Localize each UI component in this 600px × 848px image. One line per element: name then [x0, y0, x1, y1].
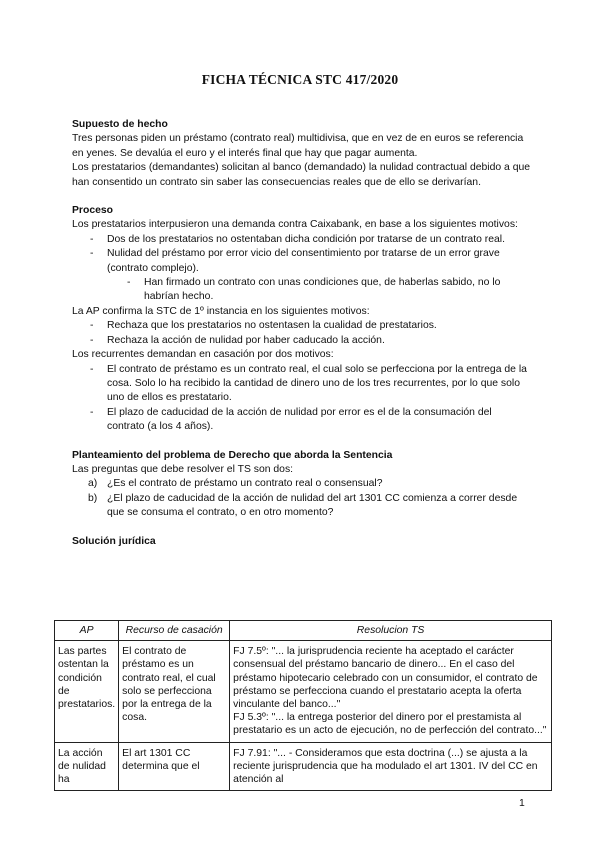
list-item: - El contrato de préstamo es un contrato real, el cual solo se perfecciona por la entrega de la cosa. Solo lo ha recibido la cantidad de dinero uno de los tres recurrentes, por lo que solo uno de ellos es prestatario.: [72, 363, 532, 406]
resolucion-quote: FJ 7.5º: "... la jurisprudencia reciente ha aceptado el carácter consensual del préstamo bancario de dinero... En el caso del préstamo hipotecario celebrado con un consumidor, el contrato de préstamo se perfecciona cuando el prestatario acepta la oferta vinculante del banco...": [233, 646, 538, 711]
list-item: [72, 477, 532, 491]
ap-intro: La AP confirma la STC de 1º instancia en los siguientes motivos:: [72, 305, 370, 317]
solucion-heading: Solución jurídica: [72, 535, 156, 547]
page-number: 1: [519, 798, 525, 809]
proceso-heading: Proceso: [72, 205, 114, 217]
table-cell-resolucion: [230, 742, 552, 791]
list-item: - El plazo de caducidad de la acción de nulidad por error es el de la consumación del contrato (a los 4 años).: [72, 406, 532, 435]
table-row: [55, 742, 552, 791]
motivos-sublist: [72, 276, 532, 305]
table-cell-resolucion: [230, 641, 552, 742]
list-item: - Rechaza la acción de nulidad por haber caducado la acción.: [72, 334, 532, 348]
table-cell-recurso: El contrato de préstamo es un contrato real, el cual solo se perfecciona por la entrega de la cosa.: [119, 641, 230, 742]
ap-list: [72, 319, 532, 348]
column-header-ap: AP: [55, 621, 119, 641]
recurrentes-intro: Los recurrentes demandan en casación por dos motivos:: [72, 349, 334, 361]
motivos-list: [72, 233, 532, 276]
document-body: [72, 118, 532, 549]
list-item: [72, 492, 532, 521]
document-title: FICHA TÉCNICA STC 417/2020: [201, 72, 399, 87]
resolucion-quote: FJ 7.91: "... - Consideramos que esta doctrina (...) se ajusta a la reciente jurisprudencia que ha modulado el art 1301. IV del CC en atención al: [233, 747, 538, 786]
planteamiento-intro: Las preguntas que debe resolver el TS son dos:: [72, 463, 294, 475]
resolucion-quote: FJ 5.3º: "... la entrega posterior del dinero por el prestamista al prestatario es un acto de ejecución, no de perfección del contrato...": [233, 712, 547, 737]
list-item: - Han firmado un contrato con unas condiciones que, de haberlas sabido, no lo habrían hecho.: [72, 276, 532, 305]
table-cell-recurso: El art 1301 CC determina que el: [119, 742, 230, 791]
list-item: - Nulidad del préstamo por error vicio del consentimiento por tratarse de un error grave (contrato complejo).: [72, 247, 532, 276]
table-header-row: [55, 621, 552, 641]
list-item: - Rechaza que los prestatarios no ostentasen la cualidad de prestatarios.: [72, 319, 532, 333]
recurrentes-list: [72, 363, 532, 435]
list-item: - Dos de los prestatarios no ostentaban dicha condición por tratarse de un contrato real.: [72, 233, 532, 247]
column-header-resolucion: Resolucion TS: [230, 621, 552, 641]
question-text: ¿Es el contrato de préstamo un contrato real o consensual?: [107, 478, 383, 490]
table-cell-ap: La acción de nulidad ha: [55, 742, 119, 791]
planteamiento-heading: Planteamiento del problema de Derecho que aborda la Sentencia: [72, 449, 393, 461]
list-marker: b): [88, 492, 98, 504]
column-header-recurso: Recurso de casación: [119, 621, 230, 641]
supuesto-paragraph-2: Los prestatarios (demandantes) solicitan al banco (demandado) la nulidad contractual debido a que han consentido un contrato sin saber las consecuencias reales que de ello se derivarían.: [72, 162, 531, 188]
table-row: [55, 641, 552, 742]
question-text: ¿El plazo de caducidad de la acción de nulidad del art 1301 CC comienza a correr desde que se consuma el contrato, o en otro momento?: [107, 492, 518, 519]
supuesto-heading: Supuesto de hecho: [72, 119, 168, 130]
list-marker: a): [88, 478, 98, 490]
table-cell-ap: Las partes ostentan la condición de prestatarios.: [55, 641, 119, 742]
proceso-intro: Los prestatarios interpusieron una demanda contra Caixabank, en base a los siguientes motivos:: [72, 219, 518, 231]
solucion-table: [54, 620, 552, 791]
supuesto-paragraph-1: Tres personas piden un préstamo (contrato real) multidivisa, que en vez de en euros se referencia en yenes. Se devalúa el euro y el interés final que hay que pagar aumenta.: [72, 133, 524, 159]
questions-list: [72, 477, 532, 520]
